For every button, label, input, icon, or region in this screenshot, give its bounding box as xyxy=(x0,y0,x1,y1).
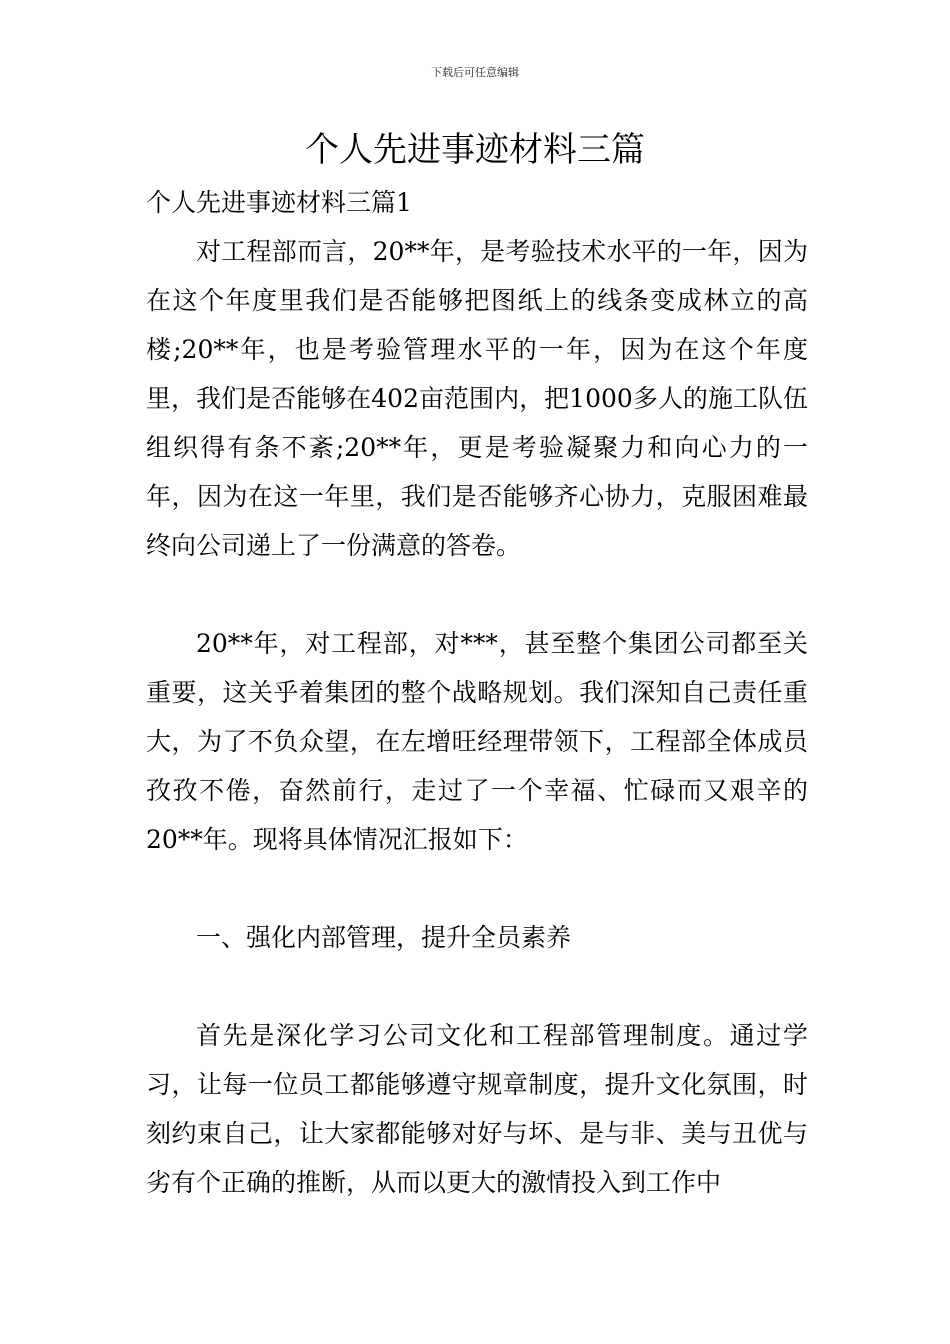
section-heading-1: 一、强化内部管理，提升全员素养 xyxy=(196,923,572,952)
document-title: 个人先进事迹材料三篇 xyxy=(305,130,645,170)
paragraph-spacer xyxy=(146,864,808,913)
paragraph-1: 对工程部而言，20**年，是考验技术水平的一年，因为在这个年度里我们是否能够把图纸上的线条变成林立的高楼;20**年，也是考验管理水平的一年，因为在这个年度里，我们是否能够在402亩范围内，把1000多人的施工队伍组织得有条不紊;20**年，更是考验凝聚力和向心力的一年，因为在这一年里，我们是否能够齐心协力，克服困难最终向公司递上了一份满意的答卷。 xyxy=(146,237,808,560)
paragraph-spacer xyxy=(146,962,808,1011)
section-subtitle: 个人先进事迹材料三篇1 xyxy=(146,188,412,217)
paragraph-2: 20**年，对工程部，对***，甚至整个集团公司都至关重要，这关乎着集团的整个战略规划。我们深知自己责任重大，为了不负众望，在左增旺经理带领下，工程部全体成员孜孜不倦，奋然前行，走过了一个幸福、忙碌而又艰辛的20**年。现将具体情况汇报如下： xyxy=(146,629,808,854)
paragraph-3: 首先是深化学习公司文化和工程部管理制度。通过学习，让每一位员工都能够遵守规章制度，提升文化氛围，时刻约束自己，让大家都能够对好与坏、是与非、美与丑优与劣有个正确的推断，从而以更大的激情投入到工作中 xyxy=(146,1021,808,1197)
paragraph-spacer xyxy=(146,570,808,619)
document-body xyxy=(146,178,808,1207)
header-note: 下载后可任意编辑 xyxy=(431,66,519,79)
